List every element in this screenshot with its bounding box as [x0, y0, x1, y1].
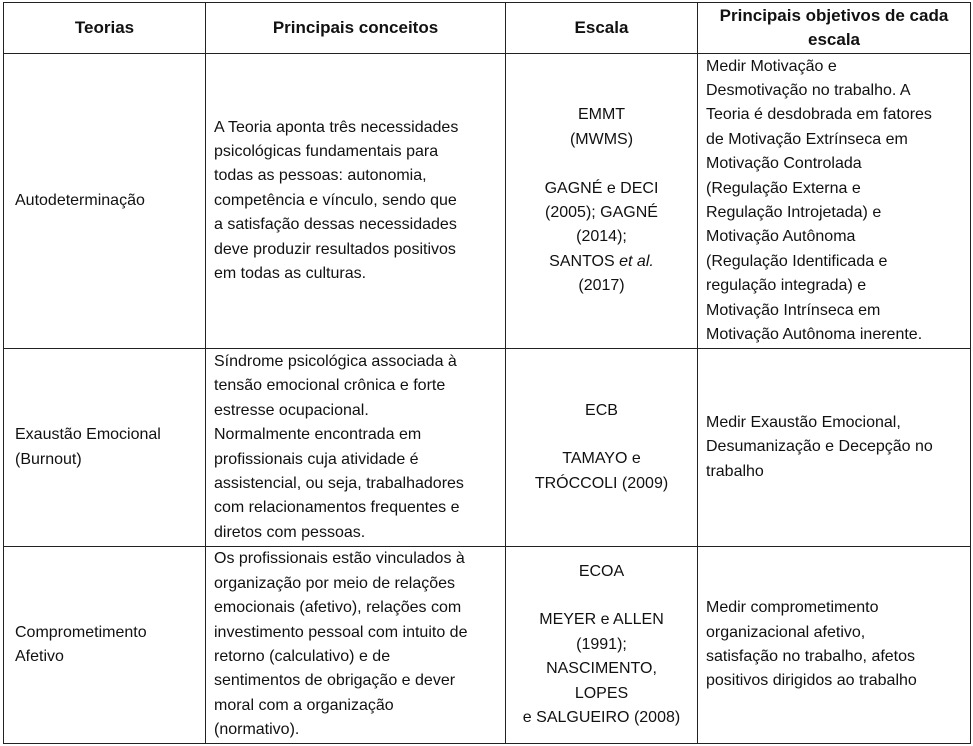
cell-line: ECOA	[578, 562, 625, 580]
cell-line: satisfação no trabalho, afetos	[706, 648, 916, 665]
cell-line: (Burnout)	[15, 450, 82, 468]
cell-line: (MWMS)	[569, 130, 634, 148]
cell-line	[514, 152, 689, 176]
cell-line: Os profissionais estão vinculados à	[214, 550, 465, 568]
cell-line: Motivação Controlada	[706, 155, 862, 173]
cell-line: a satisfação dessas necessidades	[214, 216, 457, 234]
theory-cell	[4, 547, 206, 744]
cell-line: Afetivo	[15, 648, 64, 665]
cell-line: ECB	[585, 401, 618, 419]
theories-table	[3, 2, 971, 744]
cell-line: Medir Exaustão Emocional,	[706, 413, 901, 431]
cell-line: sentimentos de obrigação e dever	[214, 672, 456, 690]
cell-line: (2005); GAGNÉ	[545, 203, 658, 221]
scale-cell	[506, 54, 698, 349]
cell-line: Síndrome psicológica associada à	[214, 352, 457, 370]
cell-line: retorno (calculativo) e de	[214, 648, 391, 665]
cell-line: de Motivação Extrínseca em	[706, 130, 908, 148]
cell-line: LOPES	[574, 684, 629, 702]
cell-line: Comprometimento	[15, 623, 147, 641]
cell-line	[514, 423, 689, 447]
cell-line: e SALGUEIRO (2008)	[522, 709, 681, 726]
cell-line: competência e vínculo, sendo que	[214, 191, 457, 209]
cell-line: assistencial, ou seja, trabalhadores	[214, 474, 464, 492]
header-objectives: Principais objetivos de cada escala	[698, 3, 971, 54]
cell-line: Regulação Introjetada) e	[706, 204, 882, 221]
cell-line: Exaustão Emocional	[15, 426, 161, 444]
cell-line: (2017)	[578, 277, 625, 295]
cell-line: Autodeterminação	[15, 191, 145, 209]
cell-line	[514, 250, 689, 274]
cell-line: deve produzir resultados positivos	[214, 240, 456, 258]
cell-line: Desmotivação no trabalho. A	[706, 81, 911, 99]
cell-line: Motivação Intrínseca em	[706, 301, 881, 319]
cell-line: EMMT	[577, 106, 626, 124]
theory-cell	[4, 54, 206, 349]
cell-line: Medir Motivação e	[706, 57, 837, 75]
text-segment: SANTOS	[549, 252, 620, 270]
cell-line: (1991);	[576, 635, 627, 653]
cell-line: investimento pessoal com intuito de	[214, 623, 468, 641]
cell-line: (Regulação Externa e	[706, 179, 861, 197]
cell-line: em todas as culturas.	[214, 265, 367, 283]
table-row	[4, 54, 971, 349]
cell-line: (2014);	[576, 228, 627, 246]
cell-line: (normativo).	[214, 721, 300, 739]
objectives-cell	[698, 349, 971, 547]
scale-cell	[506, 349, 698, 547]
header-theories: Teorias	[4, 3, 206, 54]
cell-line: NASCIMENTO,	[546, 660, 657, 678]
cell-line: GAGNÉ e DECI	[544, 179, 659, 197]
cell-line: psicológicas fundamentais para	[214, 142, 439, 160]
cell-line: Desumanização e Decepção no	[706, 438, 933, 456]
cell-line: Motivação Autônoma inerente.	[706, 326, 923, 344]
header-row	[4, 3, 971, 54]
cell-line: todas as pessoas: autonomia,	[214, 167, 427, 185]
cell-line: tensão emocional crônica e forte	[214, 377, 446, 395]
cell-line: emocionais (afetivo), relações com	[214, 599, 462, 617]
cell-line: (Regulação Identificada e	[706, 252, 888, 270]
concepts-cell	[206, 547, 506, 744]
cell-line	[514, 584, 689, 608]
table-row	[4, 547, 971, 744]
cell-line: organização por meio de relações	[214, 574, 456, 592]
objectives-cell	[698, 547, 971, 744]
cell-line: com relacionamentos frequentes e	[214, 499, 460, 517]
header-concepts: Principais conceitos	[206, 3, 506, 54]
theory-cell	[4, 349, 206, 547]
cell-line: MEYER e ALLEN	[539, 611, 664, 629]
concepts-cell	[206, 349, 506, 547]
header-scale: Escala	[506, 3, 698, 54]
cell-line: positivos dirigidos ao trabalho	[706, 672, 917, 690]
text-segment: et al.	[619, 252, 654, 270]
cell-line: TAMAYO e	[562, 450, 641, 468]
cell-line: Medir comprometimento	[706, 599, 879, 617]
cell-line: regulação integrada) e	[706, 277, 867, 295]
cell-line: Normalmente encontrada em	[214, 426, 422, 444]
cell-line: Motivação Autônoma	[706, 228, 856, 246]
concepts-cell	[206, 54, 506, 349]
cell-line: moral com a organização	[214, 696, 394, 714]
cell-line: estresse ocupacional.	[214, 401, 369, 419]
cell-line: TRÓCCOLI (2009)	[534, 474, 669, 492]
objectives-cell	[698, 54, 971, 349]
cell-line: Teoria é desdobrada em fatores	[706, 106, 932, 124]
cell-line: diretos com pessoas.	[214, 523, 366, 541]
table-row	[4, 349, 971, 547]
cell-line: trabalho	[706, 462, 764, 480]
cell-line: profissionais cuja atividade é	[214, 450, 419, 468]
scale-cell	[506, 547, 698, 744]
cell-line: A Teoria aponta três necessidades	[214, 118, 459, 136]
cell-line: organizacional afetivo,	[706, 623, 866, 641]
